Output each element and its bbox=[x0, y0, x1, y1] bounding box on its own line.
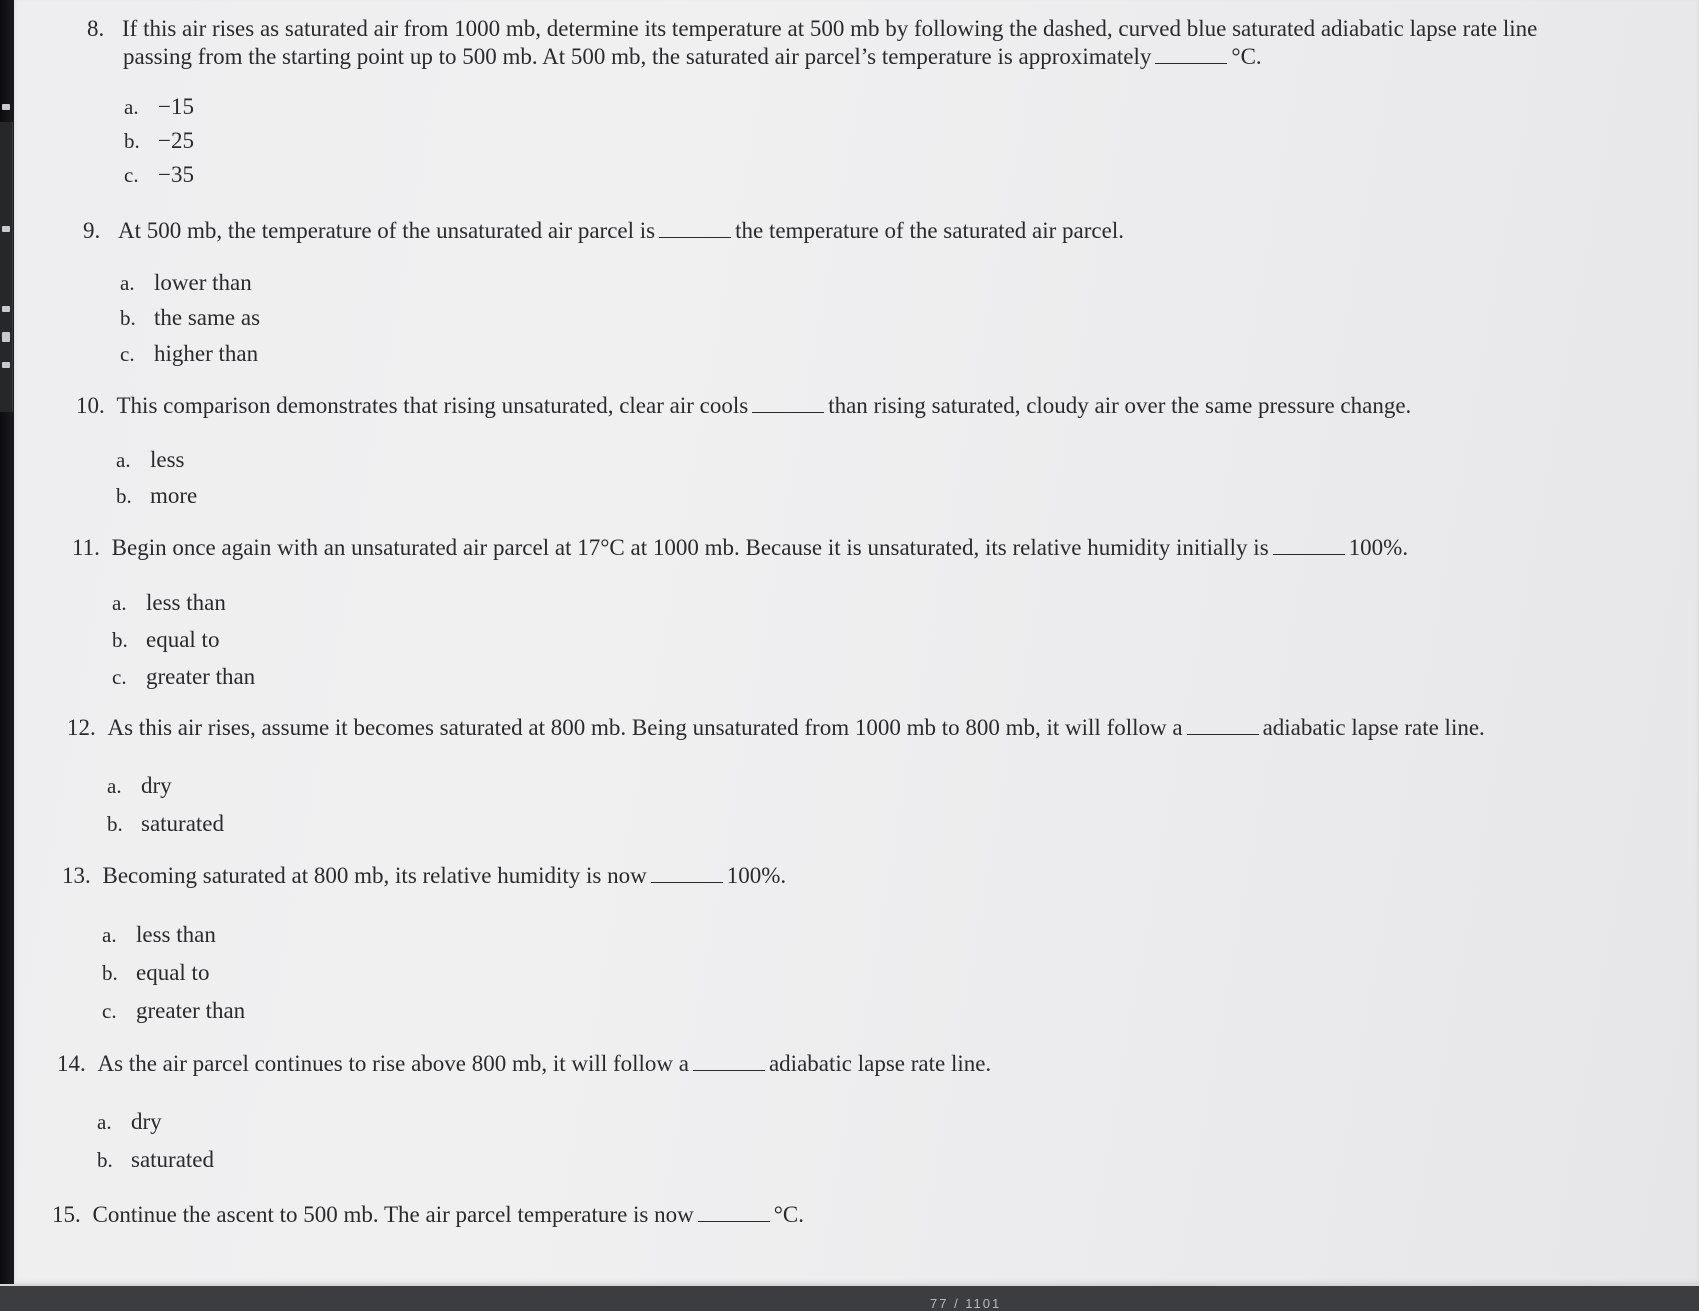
option-text: less bbox=[150, 447, 185, 472]
question-number: 8. bbox=[87, 16, 105, 41]
option-text: −25 bbox=[158, 128, 194, 153]
option-letter: a. bbox=[124, 95, 139, 119]
answer-blank[interactable] bbox=[1155, 45, 1227, 64]
option-8c[interactable] bbox=[124, 162, 194, 188]
option-text: −15 bbox=[158, 94, 194, 119]
answer-blank[interactable] bbox=[659, 219, 731, 238]
option-letter: c. bbox=[102, 999, 117, 1023]
option-text: less than bbox=[146, 590, 226, 615]
toolbar-chevron-icon bbox=[2, 104, 10, 110]
option-text: higher than bbox=[154, 341, 259, 366]
option-11c[interactable] bbox=[112, 664, 255, 690]
question-number: 13. bbox=[62, 863, 91, 888]
question-text: If this air rises as saturated air from 1000 mb, determine its temperature at 500 mb by following the dashed, curved blue saturated adiabatic lapse rate line bbox=[122, 16, 1538, 41]
option-8b[interactable] bbox=[124, 128, 194, 154]
question-text: This comparison demonstrates that rising unsaturated, clear air cools bbox=[116, 393, 749, 418]
option-text: equal to bbox=[146, 627, 220, 652]
option-14a[interactable] bbox=[97, 1109, 162, 1135]
option-letter: a. bbox=[120, 271, 135, 295]
option-14b[interactable] bbox=[97, 1147, 214, 1173]
toolbar-dot-icon bbox=[2, 306, 10, 312]
answer-blank[interactable] bbox=[698, 1203, 770, 1222]
option-text: lower than bbox=[154, 270, 252, 295]
question-text: Continue the ascent to 500 mb. The air parcel temperature is now bbox=[92, 1202, 694, 1227]
option-letter: b. bbox=[112, 628, 128, 652]
option-9a[interactable] bbox=[120, 270, 252, 296]
option-text: greater than bbox=[136, 998, 246, 1023]
worksheet-page bbox=[14, 0, 1699, 1284]
option-letter: a. bbox=[102, 923, 117, 947]
option-13a[interactable] bbox=[102, 922, 216, 948]
answer-blank[interactable] bbox=[693, 1052, 765, 1071]
option-text: equal to bbox=[136, 960, 210, 985]
option-9c[interactable] bbox=[120, 341, 258, 367]
option-11a[interactable] bbox=[112, 590, 226, 616]
option-12b[interactable] bbox=[107, 811, 224, 837]
answer-blank[interactable] bbox=[651, 864, 723, 883]
monitor-bezel-bottom bbox=[0, 1284, 1699, 1311]
question-number: 9. bbox=[83, 218, 101, 243]
option-13c[interactable] bbox=[102, 998, 245, 1024]
question-text: adiabatic lapse rate line. bbox=[1262, 715, 1485, 740]
option-text: more bbox=[150, 483, 198, 508]
question-number: 12. bbox=[67, 715, 96, 740]
option-text: less than bbox=[136, 922, 216, 947]
question-11 bbox=[72, 533, 1408, 563]
option-letter: b. bbox=[116, 484, 132, 508]
option-letter: a. bbox=[97, 1110, 112, 1134]
option-13b[interactable] bbox=[102, 960, 209, 986]
option-10a[interactable] bbox=[116, 447, 185, 473]
option-letter: b. bbox=[124, 129, 140, 153]
option-letter: c. bbox=[112, 665, 127, 689]
question-text: °C. bbox=[1231, 44, 1262, 69]
option-letter: a. bbox=[112, 591, 127, 615]
question-text: As this air rises, assume it becomes saturated at 800 mb. Being unsaturated from 1000 mb to 800 mb, it will follow a bbox=[107, 715, 1183, 740]
option-text: dry bbox=[131, 1109, 162, 1134]
question-text: 100%. bbox=[1348, 535, 1409, 560]
question-14 bbox=[57, 1049, 991, 1079]
option-12a[interactable] bbox=[107, 773, 172, 799]
question-9 bbox=[83, 216, 1124, 246]
question-15 bbox=[52, 1200, 804, 1230]
answer-blank[interactable] bbox=[1273, 536, 1345, 555]
question-number: 10. bbox=[76, 393, 105, 418]
question-text: Becoming saturated at 800 mb, its relative humidity is now bbox=[102, 863, 647, 888]
answer-blank[interactable] bbox=[752, 394, 824, 413]
question-text: At 500 mb, the temperature of the unsaturated air parcel is bbox=[118, 218, 656, 243]
option-text: −35 bbox=[158, 162, 194, 187]
question-number: 14. bbox=[57, 1051, 86, 1076]
option-letter: c. bbox=[120, 342, 135, 366]
question-number: 11. bbox=[72, 535, 100, 560]
option-letter: b. bbox=[102, 961, 118, 985]
question-text: °C. bbox=[773, 1202, 805, 1227]
question-text: 100%. bbox=[726, 863, 787, 888]
question-text: As the air parcel continues to rise above 800 mb, it will follow a bbox=[97, 1051, 689, 1076]
toolbar-dot-icon bbox=[2, 362, 10, 368]
option-9b[interactable] bbox=[120, 305, 260, 331]
option-letter: a. bbox=[116, 448, 131, 472]
option-letter: b. bbox=[97, 1148, 113, 1172]
answer-blank[interactable] bbox=[1187, 716, 1259, 735]
question-text: than rising saturated, cloudy air over the same pressure change. bbox=[828, 393, 1412, 418]
option-text: saturated bbox=[141, 811, 225, 836]
question-8-line-2 bbox=[123, 42, 1262, 72]
question-text: the temperature of the saturated air parcel. bbox=[735, 218, 1124, 243]
option-letter: a. bbox=[107, 774, 122, 798]
question-10 bbox=[76, 391, 1411, 421]
toolbar-bar-icon bbox=[2, 332, 10, 342]
option-11b[interactable] bbox=[112, 627, 219, 653]
option-letter: b. bbox=[107, 812, 123, 836]
side-toolbar bbox=[0, 122, 13, 412]
question-text: Begin once again with an unsaturated air parcel at 17°C at 1000 mb. Because it is unsaturated, its relative humidity initially is bbox=[111, 535, 1269, 560]
question-13 bbox=[62, 861, 786, 891]
page-marker: 77 / 1101 bbox=[930, 1296, 1002, 1311]
question-12 bbox=[67, 713, 1485, 743]
option-10b[interactable] bbox=[116, 483, 197, 509]
question-text: adiabatic lapse rate line. bbox=[768, 1051, 992, 1076]
question-8 bbox=[87, 14, 1537, 44]
question-text: passing from the starting point up to 500 mb. At 500 mb, the saturated air parcel’s temperature is approximately bbox=[123, 44, 1152, 69]
option-text: saturated bbox=[131, 1147, 215, 1172]
option-letter: c. bbox=[124, 163, 139, 187]
option-letter: b. bbox=[120, 306, 136, 330]
option-text: greater than bbox=[146, 664, 256, 689]
option-text: dry bbox=[141, 773, 172, 798]
option-text: the same as bbox=[154, 305, 261, 330]
toolbar-dot-icon bbox=[2, 226, 10, 232]
monitor-bezel-left bbox=[0, 0, 14, 1309]
question-number: 15. bbox=[52, 1202, 81, 1227]
option-8a[interactable] bbox=[124, 94, 194, 120]
